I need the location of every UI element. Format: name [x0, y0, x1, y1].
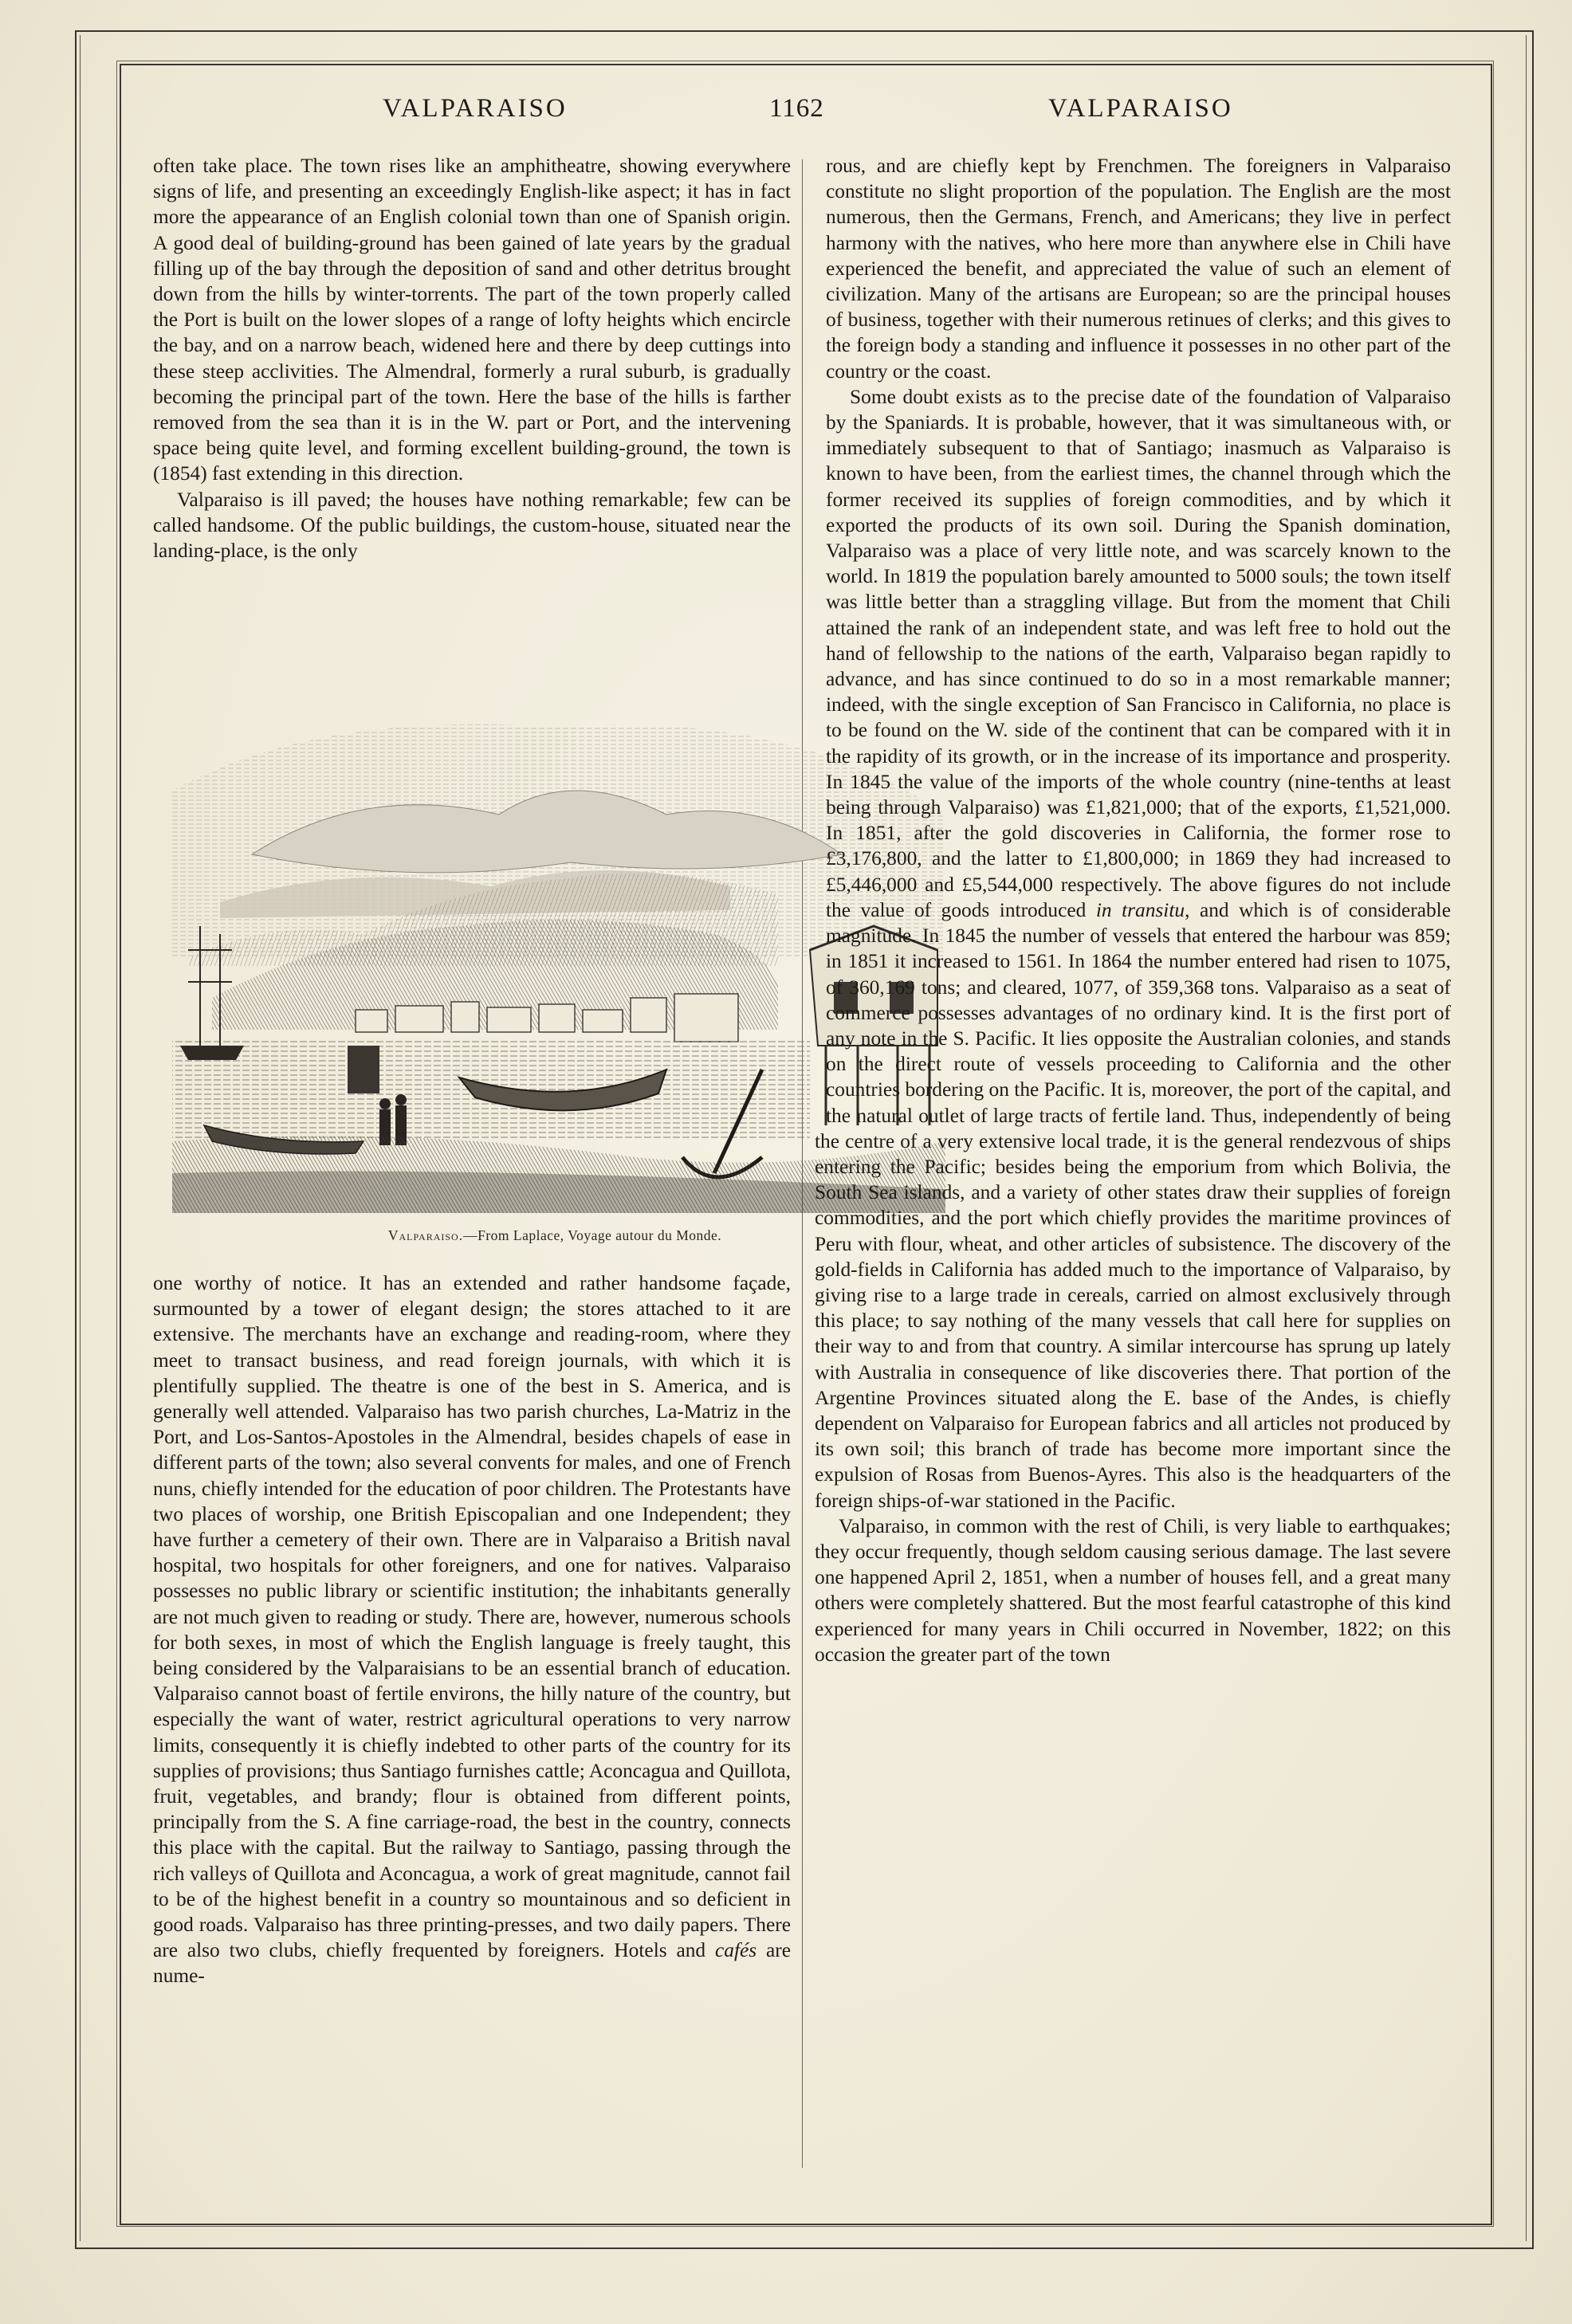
italic-term: cafés — [714, 1939, 757, 1962]
header-left-title: VALPARAISO — [383, 94, 568, 123]
figure-wrap-space — [643, 153, 815, 1117]
paragraph: rous, and are chiefly kept by Frenchmen. The foreigners in Valparaiso constitute no slight proportion of the population. The English are the most numerous, then the Germans, French, and Americans; they live in perfect harmony with the natives, who here more than anywhere else in Chili have experienced the benefit, and appreciated the value of such an element of civilization. Many of the artisans are European; so are the principal houses of business, together with their numerous retinues of clerks; and this gives to the foreign body a standing and influence it possesses in no other part of the country or the coast. — [826, 155, 1451, 383]
paragraph-text-cont: , and which is of considerable magnitude. In 1845 the number of vessels that entered the harbour was 859; in 1851 it increased to 1561. In 1864 the number entered had risen to 1075, of 360,169 tons; and cleared, 1077, of 359,368 tons. Valparaiso as a seat of commerce possesses advantages of no ordinary kind. It is the first port of any note in the S. Pacific. It lies opposite the Australian colonies, and stands on the direct route of vessels proceeding to California and the other countries bordering on the Pacific. It is, moreover, the port of the capital, and the natural outlet of large tracts of fertile land. Thus, independently of being the centre of a very extensive local trade, it is the general rendezvous of ships entering the Pacific; besides being the emporium from which Bolivia, the South Sea islands, and a variety of other states draw their supplies of foreign commodities, and the port which chiefly provides the maritime provinces of Peru with flour, wheat, and other articles of subsistence. The discovery of the gold-fields in California has added much to the importance of Valparaiso, by giving rise to a large trade in cereals, carried on almost exclusively through this place; to say nothing of the many vessels that call here for supplies on their way to and from that country. A similar intercourse has sprung up lately with Australia in consequence of like discoveries there. That portion of the Argentine Provinces situated along the E. base of the Andes, is chiefly dependent on Valparaiso for European fabrics and all articles not produced by its own soil; this branch of trade has become more important since the expulsion of Rosas from Buenos-Ayres. This also is the headquarters of the foreign ships-of-war stationed in the Pacific. — [815, 898, 1451, 1512]
paragraph — [153, 1270, 791, 1989]
paragraph-text: one worthy of notice. It has an extended and rather handsome façade, surmounted by a tower of elegant design; the stores attached to it are extensive. The merchants have an exchange and reading-room, where they meet to transact business, and read foreign journals, with which it is plentifully supplied. The theatre is one of the best in S. America, and is generally well attended. Valparaiso has two parish churches, La-Matriz in the Port, and Los-Santos-Apostoles in the Almendral, besides chapels of ease in different parts of the town; also several convents for males, and one of French nuns, chiefly intended for the education of poor children. The Protestants have two places of worship, one British Episcopalian and one Independent; they have further a cemetery of their own. There are in Valparaiso a British naval hospital, two hospitals for other foreigners, and one for natives. Valparaiso possesses no public library or scientific institution; the inhabitants generally are not much given to reading or study. There are, however, numerous schools for both sexes, in most of which the English language is freely taught, this being considered by the Valparaisians to be an essential branch of education. Valparaiso cannot boast of fertile environs, the hilly nature of the country, but especially the want of water, restrict agricultural operations to very narrow limits, consequently it is chiefly indebted to other parts of the country for its supplies of provisions; thus Santiago furnishes cattle; Aconcagua and Quillota, fruit, vegetables, and brandy; flour is obtained from different points, principally from the S. A fine carriage-road, the best in the country, connects this place with the capital. But the railway to Santiago, passing through the rich valleys of Quillota and Aconcagua, a work of great magnitude, cannot fail to be of the highest benefit in a country so mountainous and so deficient in good roads. Valparaiso has three printing-presses, and two daily papers. There are also two clubs, chiefly frequented by foreigners. Hotels and — [153, 1272, 791, 1962]
caption-title: Valparaiso. — [387, 1227, 464, 1243]
paragraph — [815, 384, 1451, 1513]
right-rule — [1526, 35, 1527, 2241]
italic-term: in transitu — [1095, 898, 1185, 921]
left-rule — [80, 35, 81, 2241]
paragraph: often take place. The town rises like an amphitheatre, showing everywhere signs of life, and presenting an exceedingly English-like aspect; it has in fact more the appearance of an English colonial town than one of Spanish origin. A good deal of building-ground has been gained of late years by the gradual filling up of the bay through the deposition of sand and other detritus brought down from the hills by winter-torrents. The part of the town properly called the Port is built on the lower slopes of a range of lofty heights which encircle the bay, and on a narrow beach, widened here and there by deep cuttings into these steep acclivities. The Almendral, formerly a rural suburb, is gradually becoming the principal part of the town. Here the base of the hills is farther removed from the sea than it is in the W. part or Port, and the intervening space being quite level, and forming excellent building-ground, the town is (1854) fast extending in this direction. — [153, 155, 791, 485]
caption-source: —From Laplace, Voyage autour du Monde. — [463, 1227, 722, 1243]
paragraph-text-end: are nume- — [153, 1939, 791, 1988]
header-right-title: VALPARAISO — [1048, 94, 1233, 123]
paragraph: Valparaiso, in common with the rest of Chili, is very liable to earthquakes; they occur frequently, though seldom causing serious damage. The last severe one happened April 2, 1851, when a number of houses fell, and a great many others were completely shattered. But the most fearful catastrophe of this kind experienced for many years in Chili occurred in November, 1822; on this occasion the greater part of the town — [815, 1514, 1451, 1666]
paragraph: Valparaiso is ill paved; the houses have nothing remarkable; few can be called handsome. Of the public buildings, the custom-house, situated near the landing-place, is the only — [153, 488, 791, 563]
left-column-bottom — [153, 1270, 791, 1989]
right-column — [815, 153, 1451, 1667]
page-number: 1162 — [769, 94, 824, 123]
paragraph-text: Some doubt exists as to the precise date of the foundation of Valparaiso by the Spaniards. It is probable, however, that it was simultaneous with, or immediately subsequent to that of Santiago; inasmuch as Valparaiso is known to have been, from the earliest times, the channel through which the former received its supplies of foreign commodities, and by which it exported the products of its own soil. During the Spanish domination, Valparaiso was a place of very little note, and was scarcely known to the world. In 1819 the population barely amounted to 5000 souls; the town itself was little better than a straggling village. But from the moment that Chili attained the rank of an independent state, and was left free to hold out the hand of fellowship to the nations of the earth, Valparaiso began rapidly to advance, and has since continued to do so in a most remarkable manner; indeed, with the single exception of San Francisco in California, no place is to be found on the W. side of the continent that can be compared with it in the rapidity of its growth, or in the increase of its importance and prosperity. In 1845 the value of the imports of the whole country (nine-tenths at least being through Valparaiso) was £1,821,000; that of the exports, £1,521,000. In 1851, after the gold discoveries in California, the former rose to £3,176,800, and the latter to £1,800,000; in 1869 they had increased to £5,446,000 and £5,544,000 respectively. The above figures do not include the value of goods introduced — [826, 385, 1451, 921]
running-header — [151, 94, 1467, 134]
